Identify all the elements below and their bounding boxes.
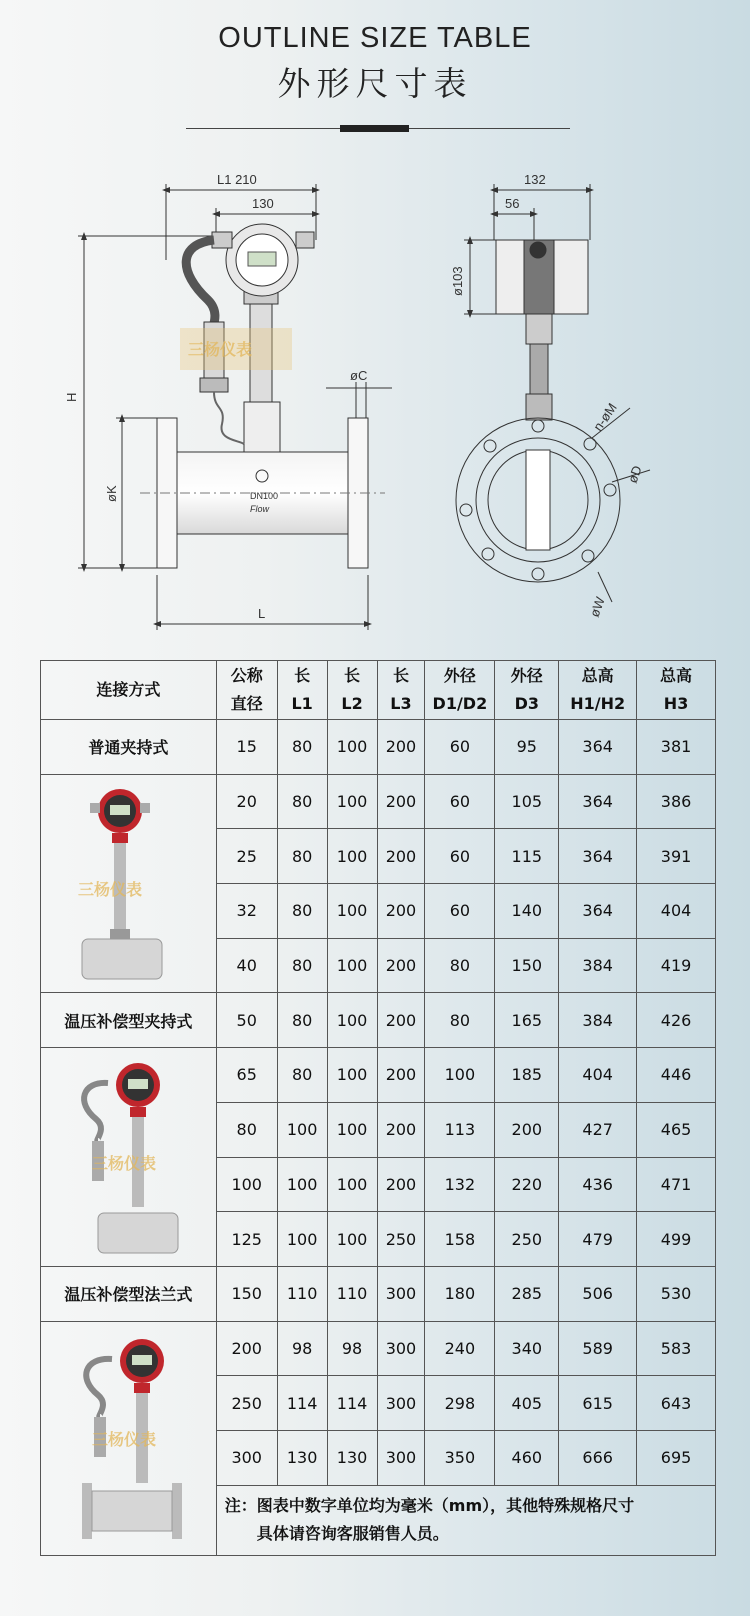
dim-103-label: ø103 [450,266,465,296]
cell-l1: 80 [277,829,327,884]
cell-l1: 80 [277,719,327,774]
table-row [41,993,716,1048]
cell-l1: 80 [277,938,327,993]
header-cell: 外径 D1/D2 [425,661,495,720]
cell-d1d2: 350 [425,1431,495,1486]
cell-h1h2: 384 [559,993,637,1048]
dim-n-m-label: n-øM [590,400,620,434]
connection-type-label: 温压补偿型夹持式 [41,993,217,1048]
svg-text:三杨仪表: 三杨仪表 [92,1154,157,1174]
cell-d3: 140 [495,883,559,938]
dim-k-label: øK [104,485,119,502]
cell-d3: 150 [495,938,559,993]
cell-d1d2: 158 [425,1212,495,1267]
cell-l1: 114 [277,1376,327,1431]
cell-dn: 80 [216,1102,277,1157]
dim-132-label: 132 [524,172,546,187]
cell-dn: 20 [216,774,277,829]
cell-l2: 130 [327,1431,377,1486]
outline-drawing [0,0,750,640]
cell-h3: 643 [637,1376,716,1431]
cell-d1d2: 240 [425,1321,495,1376]
cell-l1: 80 [277,1048,327,1103]
cell-dn: 25 [216,829,277,884]
cell-d1d2: 60 [425,719,495,774]
cell-d1d2: 100 [425,1048,495,1103]
cell-l3: 200 [377,1157,425,1212]
header-cell: 公称 直径 [216,661,277,720]
svg-text:三杨仪表: 三杨仪表 [78,880,143,900]
header-cell: 长 L1 [277,661,327,720]
cell-l3: 300 [377,1376,425,1431]
dim-130-label: 130 [252,196,274,211]
cell-l3: 200 [377,774,425,829]
cell-l3: 200 [377,883,425,938]
cell-d1d2: 180 [425,1266,495,1321]
cell-h3: 426 [637,993,716,1048]
cell-h1h2: 384 [559,938,637,993]
cell-l2: 100 [327,1157,377,1212]
cell-dn: 125 [216,1212,277,1267]
cell-l3: 300 [377,1431,425,1486]
cell-h3: 499 [637,1212,716,1267]
cell-h1h2: 364 [559,719,637,774]
cell-dn: 15 [216,719,277,774]
cell-h1h2: 479 [559,1212,637,1267]
cell-dn: 65 [216,1048,277,1103]
cell-l1: 130 [277,1431,327,1486]
cell-d3: 460 [495,1431,559,1486]
cell-dn: 250 [216,1376,277,1431]
front-view [78,184,392,630]
cell-d3: 405 [495,1376,559,1431]
cell-l2: 100 [327,883,377,938]
cell-dn: 300 [216,1431,277,1486]
cell-h1h2: 364 [559,883,637,938]
header-connection-type: 连接方式 [41,661,217,720]
cell-l1: 98 [277,1321,327,1376]
header-cell: 长 L2 [327,661,377,720]
cell-l1: 100 [277,1157,327,1212]
cell-h1h2: 666 [559,1431,637,1486]
cell-l1: 80 [277,993,327,1048]
connection-type-label: 普通夹持式 [41,719,217,774]
cell-d1d2: 80 [425,938,495,993]
header-cell: 总高 H3 [637,661,716,720]
cell-h1h2: 615 [559,1376,637,1431]
cell-d1d2: 60 [425,774,495,829]
body-label: DN100 [250,491,279,501]
title-english: OUTLINE SIZE TABLE [218,22,532,54]
cell-dn: 40 [216,938,277,993]
header-cell: 总高 H1/H2 [559,661,637,720]
flow-label: Flow [250,504,270,514]
table-row [41,1048,716,1103]
cell-l2: 100 [327,774,377,829]
cell-d3: 200 [495,1102,559,1157]
cell-l3: 200 [377,993,425,1048]
table-row [41,774,716,829]
cell-h3: 404 [637,883,716,938]
watermark-text: 三杨仪表 [188,340,253,359]
cell-l3: 250 [377,1212,425,1267]
cell-l2: 100 [327,1102,377,1157]
cell-h1h2: 589 [559,1321,637,1376]
cell-dn: 32 [216,883,277,938]
cell-l3: 200 [377,1102,425,1157]
cell-d3: 220 [495,1157,559,1212]
cell-h1h2: 364 [559,829,637,884]
cell-h3: 386 [637,774,716,829]
product-photo-compensated-clamp [41,1048,217,1267]
cell-l3: 200 [377,1048,425,1103]
title-chinese: 外形尺寸表 [277,64,473,103]
cell-l3: 300 [377,1266,425,1321]
header-cell: 外径 D3 [495,661,559,720]
table-row [41,1321,716,1376]
dim-h-label: H [64,392,79,402]
cell-d3: 285 [495,1266,559,1321]
product-photo-compensated-flange [41,1321,217,1555]
cell-h1h2: 506 [559,1266,637,1321]
cell-h1h2: 364 [559,774,637,829]
spec-table [40,660,716,1556]
dim-56-label: 56 [505,196,520,211]
header-cell: 长 L3 [377,661,425,720]
cell-l2: 100 [327,1048,377,1103]
cell-l3: 300 [377,1321,425,1376]
side-view [456,184,650,602]
cell-d1d2: 113 [425,1102,495,1157]
cell-dn: 200 [216,1321,277,1376]
cell-l1: 80 [277,774,327,829]
table-row [41,1266,716,1321]
cell-d3: 95 [495,719,559,774]
cell-d1d2: 60 [425,829,495,884]
cell-h3: 583 [637,1321,716,1376]
dim-c-label: øC [350,368,368,383]
cell-d3: 165 [495,993,559,1048]
cell-h3: 465 [637,1102,716,1157]
cell-d1d2: 132 [425,1157,495,1212]
cell-l2: 114 [327,1376,377,1431]
cell-h3: 391 [637,829,716,884]
cell-d3: 105 [495,774,559,829]
cell-l1: 100 [277,1102,327,1157]
svg-text:三杨仪表: 三杨仪表 [92,1430,157,1450]
cell-dn: 150 [216,1266,277,1321]
cell-h3: 446 [637,1048,716,1103]
cell-l1: 110 [277,1266,327,1321]
cell-l2: 100 [327,719,377,774]
cell-h3: 695 [637,1431,716,1486]
cell-l3: 200 [377,829,425,884]
cell-l2: 100 [327,938,377,993]
cell-d3: 250 [495,1212,559,1267]
cell-d3: 185 [495,1048,559,1103]
cell-h3: 530 [637,1266,716,1321]
cell-d1d2: 80 [425,993,495,1048]
cell-l2: 100 [327,1212,377,1267]
table-row [41,719,716,774]
cell-dn: 100 [216,1157,277,1212]
product-photo-clamp [41,774,217,993]
cell-l3: 200 [377,938,425,993]
cell-d1d2: 60 [425,883,495,938]
cell-h3: 419 [637,938,716,993]
cell-l2: 110 [327,1266,377,1321]
cell-d3: 340 [495,1321,559,1376]
cell-l2: 100 [327,829,377,884]
dim-w-label: øW [586,594,608,620]
cell-h3: 471 [637,1157,716,1212]
connection-type-label: 温压补偿型法兰式 [41,1266,217,1321]
table-note: 注：图表中数字单位均为毫米（mm），其他特殊规格尺寸 具体请咨询客服销售人员。 [216,1485,715,1555]
cell-l1: 100 [277,1212,327,1267]
cell-l3: 200 [377,719,425,774]
dim-d-label: øD [624,463,645,486]
dim-l-label: L [258,606,266,621]
table-header-row [41,661,716,720]
cell-d1d2: 298 [425,1376,495,1431]
cell-h1h2: 404 [559,1048,637,1103]
cell-l2: 100 [327,993,377,1048]
cell-h3: 381 [637,719,716,774]
cell-d3: 115 [495,829,559,884]
cell-l2: 98 [327,1321,377,1376]
cell-dn: 50 [216,993,277,1048]
cell-h1h2: 436 [559,1157,637,1212]
dim-l1-label: L1 210 [217,172,257,187]
cell-h1h2: 427 [559,1102,637,1157]
cell-l1: 80 [277,883,327,938]
